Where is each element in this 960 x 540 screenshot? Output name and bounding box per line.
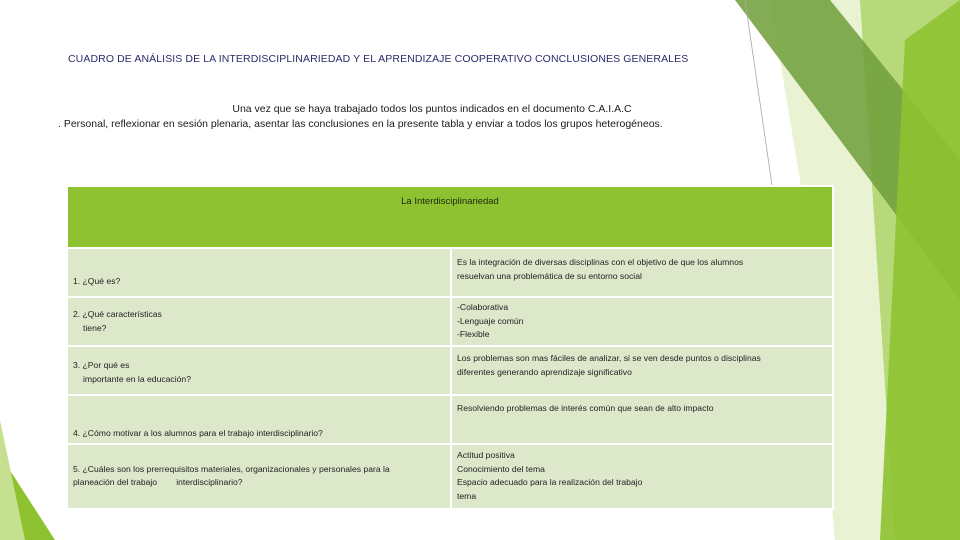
answer-text: Actitud positiva <box>457 450 515 461</box>
table-header: La Interdisciplinariedad <box>67 186 833 248</box>
answer-text: tema <box>457 490 477 501</box>
answer-cell <box>451 346 833 395</box>
answer-text: Espacio adecuado para la realización del trabajo <box>457 477 643 488</box>
answer-cell <box>451 395 833 444</box>
answer-text: Conocimiento del tema <box>457 463 545 474</box>
question-text: planeación del trabajo interdisciplinario? <box>73 477 243 488</box>
answer-text: diferentes generando aprendizaje significativo <box>457 366 632 377</box>
answer-text: -Colaborativa <box>457 302 509 313</box>
question-text: tiene? <box>83 322 107 333</box>
answer-text: Resolviendo problemas de interés común que sean de alto impacto <box>457 403 714 414</box>
answer-text: resuelvan una problemática de su entorno social <box>457 270 642 281</box>
question-cell <box>67 346 451 395</box>
question-text: 2. ¿Qué características <box>73 309 162 320</box>
question-cell <box>67 297 451 346</box>
answer-text: -Flexible <box>457 329 490 340</box>
answer-cell <box>451 297 833 346</box>
page-title: CUADRO DE ANÁLISIS DE LA INTERDISCIPLINARIEDAD Y EL APRENDIZAJE COOPERATIVO CONCLUSIONES GENERALES <box>68 53 689 65</box>
answer-text: Es la integración de diversas disciplinas con el objetivo de que los alumnos <box>457 257 744 268</box>
table-row <box>67 297 833 346</box>
answer-text: Los problemas son mas fáciles de analizar, si se ven desde puntos o disciplinas <box>457 353 761 364</box>
question-cell <box>67 395 451 444</box>
answer-cell <box>451 444 833 509</box>
table-row <box>67 346 833 395</box>
conclusions-table <box>66 185 834 510</box>
table-row <box>67 444 833 509</box>
question-text: 3. ¿Por qué es <box>73 360 130 371</box>
instructions-line-2: . Personal, reflexionar en sesión plenaria, asentar las conclusiones en la presente tabla y enviar a todos los grupos heterogéneos. <box>58 118 663 130</box>
decor-shape-left-bottom-light <box>0 420 25 540</box>
question-text: 5. ¿Cuáles son los prerrequisitos materiales, organizacionales y personales para la <box>73 463 390 474</box>
question-cell <box>67 248 451 297</box>
instructions <box>52 102 812 132</box>
question-text: 4. ¿Cómo motivar a los alumnos para el trabajo interdisciplinario? <box>73 428 323 439</box>
table-row <box>67 248 833 297</box>
question-text: importante en la educación? <box>83 373 191 384</box>
answer-text: -Lenguaje común <box>457 315 524 326</box>
question-cell <box>67 444 451 509</box>
instructions-line-1: Una vez que se haya trabajado todos los puntos indicados en el documento C.A.I.A.C <box>232 103 632 115</box>
question-text: 1. ¿Qué es? <box>73 276 121 287</box>
answer-cell <box>451 248 833 297</box>
table-row <box>67 395 833 444</box>
